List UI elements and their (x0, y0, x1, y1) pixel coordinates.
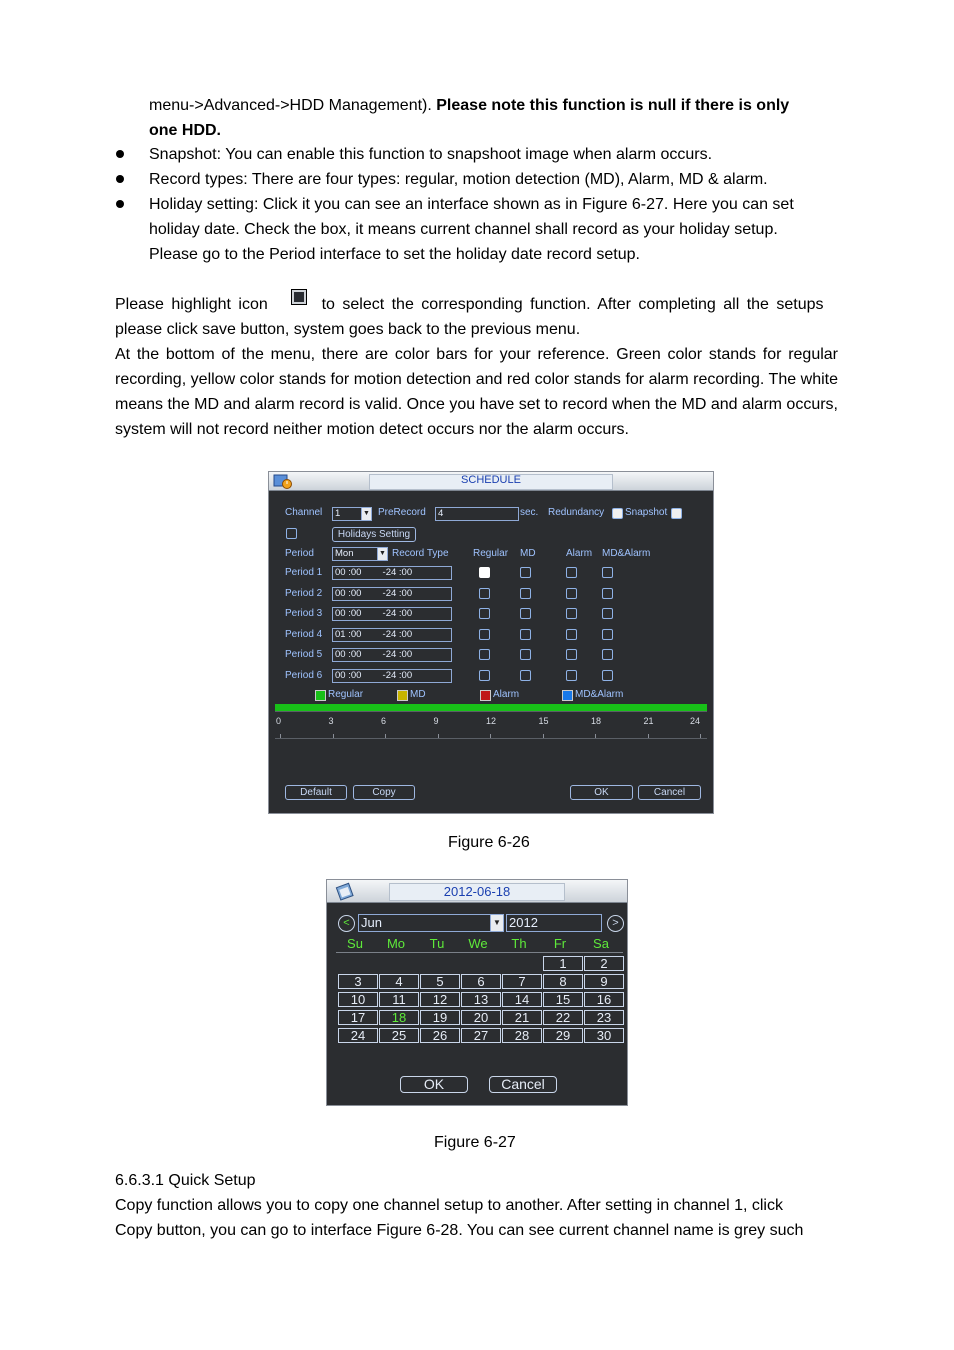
calendar-day-button[interactable]: 20 (461, 1010, 501, 1025)
md-alarm-column-label: MD&Alarm (602, 548, 651, 559)
figure-caption-6-26: Figure 6-26 (448, 834, 530, 851)
period-row-label: Period 1 (285, 567, 323, 578)
record-type-checkbox[interactable] (479, 649, 490, 660)
period-label: Period (285, 548, 314, 559)
holiday-checkbox[interactable] (286, 528, 297, 539)
calendar-day-button[interactable]: 23 (584, 1010, 624, 1025)
md-column-label: MD (520, 548, 536, 559)
record-type-checkbox[interactable] (566, 608, 577, 619)
record-type-checkbox[interactable] (602, 670, 613, 681)
section-heading: 6.6.3.1 Quick Setup (115, 1172, 256, 1189)
para-quick-setup-line-1: Copy function allows you to copy one channel setup to another. After setting in channel 1, click (115, 1197, 783, 1214)
timeline-axis (275, 738, 707, 739)
calendar-day-button[interactable]: 14 (502, 992, 542, 1007)
sec-label: sec. (520, 507, 539, 518)
period-time-input[interactable]: 00 :00 -24 :00 (332, 607, 452, 621)
dialog-title: SCHEDULE (461, 474, 521, 486)
chevron-down-icon: ▼ (361, 508, 371, 520)
record-type-checkbox[interactable] (566, 629, 577, 640)
bullet-icon (116, 175, 124, 183)
calendar-day-button[interactable]: 5 (420, 974, 460, 989)
calendar-day-button[interactable]: 19 (420, 1010, 460, 1025)
calendar-day-button[interactable]: 27 (461, 1028, 501, 1043)
calendar-day-button[interactable]: 26 (420, 1028, 460, 1043)
record-type-checkbox[interactable] (566, 649, 577, 660)
record-type-checkbox[interactable] (520, 588, 531, 599)
copy-button[interactable]: Copy (353, 785, 415, 800)
legend-label: MD (410, 689, 426, 700)
calendar-day-button[interactable]: 15 (543, 992, 583, 1007)
calendar-day-button[interactable]: 1 (543, 956, 583, 971)
redundancy-label: Redundancy (548, 507, 605, 518)
calendar-day-button[interactable]: 12 (420, 992, 460, 1007)
bullet-holiday-2: holiday date. Check the box, it means current channel shall record as your holiday setup. (149, 221, 778, 238)
default-button[interactable]: Default (285, 785, 347, 800)
calendar-day-button[interactable]: 16 (584, 992, 624, 1007)
channel-select[interactable]: 1 ▼ (332, 507, 372, 521)
timeline-tick-label: 3 (328, 716, 334, 726)
timeline-tick-label: 18 (591, 716, 602, 726)
calendar-day-button[interactable]: 4 (379, 974, 419, 989)
next-month-button[interactable] (607, 915, 624, 932)
calendar-day-button[interactable]: 11 (379, 992, 419, 1007)
intro-line-1: menu->Advanced->HDD Management). Please note this function is null if there is only (149, 97, 790, 114)
holiday-calendar-dialog (326, 879, 628, 1106)
record-type-checkbox[interactable] (479, 670, 490, 681)
legend-swatch (562, 690, 573, 701)
period-time-input[interactable]: 01 :00 -24 :00 (332, 628, 452, 642)
para-highlight-line-2: please click save button, system goes back to the previous menu. (115, 321, 581, 338)
schedule-dialog (268, 471, 714, 814)
legend-swatch (315, 690, 326, 701)
record-type-checkbox[interactable] (520, 670, 531, 681)
timeline-tick-label: 0 (276, 716, 282, 726)
weekday-label: Fr (553, 936, 567, 951)
legend-swatch (397, 690, 408, 701)
weekday-label: Th (511, 936, 527, 951)
ok-button[interactable]: OK (570, 785, 633, 800)
timeline-tick-label: 21 (643, 716, 654, 726)
record-type-checkbox[interactable] (602, 629, 613, 640)
record-type-checkbox[interactable] (479, 567, 490, 578)
bullet-holiday-1: Holiday setting: Click it you can see an interface shown as in Figure 6-27. Here you can set (149, 196, 794, 213)
weekday-label: Sa (593, 936, 609, 951)
intro-line-2: one HDD. (149, 122, 221, 139)
period-row-label: Period 2 (285, 587, 323, 599)
period-time-input[interactable]: 00 :00 -24 :00 (332, 648, 452, 662)
calendar-day-button[interactable]: 8 (543, 974, 583, 989)
alarm-column-label: Alarm (566, 548, 593, 559)
record-type-checkbox[interactable] (602, 608, 613, 619)
calendar-title-bar (327, 880, 627, 903)
para-quick-setup-line-2: Copy button, you can go to interface Figure 6-28. You can see current channel name is grey such (115, 1222, 804, 1239)
snapshot-checkbox[interactable] (671, 508, 682, 519)
prerecord-label: PreRecord (378, 507, 426, 518)
record-type-checkbox[interactable] (479, 608, 490, 619)
year-input[interactable]: 2012 (506, 914, 602, 932)
period-row-label: Period 3 (285, 608, 323, 619)
weekday-label: Mo (386, 936, 406, 951)
record-type-label: Record Type (392, 548, 449, 559)
calendar-day-button[interactable]: 21 (502, 1010, 542, 1025)
record-type-checkbox[interactable] (602, 649, 613, 660)
bullet-icon (116, 200, 124, 208)
weekday-label: Tu (429, 936, 445, 951)
bullet-icon (116, 150, 124, 158)
legend-label: Alarm (493, 689, 520, 700)
timeline-tick-label: 9 (433, 716, 439, 726)
chevron-down-icon: ▼ (490, 915, 503, 931)
calendar-day-button[interactable]: 17 (338, 1010, 378, 1025)
weekday-label: Su (347, 936, 363, 951)
bullet-holiday-3: Please go to the Period interface to set the holiday date record setup. (149, 246, 640, 263)
weekday-separator (336, 952, 623, 953)
bullet-snapshot: Snapshot: You can enable this function to snapshoot image when alarm occurs. (149, 146, 713, 163)
chevron-down-icon: ▼ (377, 548, 387, 560)
record-type-checkbox[interactable] (566, 588, 577, 599)
calendar-day-button[interactable]: 10 (338, 992, 378, 1007)
dialog-title-bar (269, 472, 713, 491)
period-time-input[interactable]: 00 :00 -24 :00 (332, 566, 452, 580)
timeline-line (275, 711, 707, 712)
calendar-day-button[interactable]: 3 (338, 974, 378, 989)
month-select[interactable]: Jun ▼ (358, 914, 504, 932)
regular-column-label: Regular (473, 548, 509, 559)
period-row-label: Period 4 (285, 628, 323, 640)
redundancy-checkbox[interactable] (612, 508, 623, 519)
calendar-day-button[interactable]: 29 (543, 1028, 583, 1043)
legend-label: MD&Alarm (575, 689, 624, 700)
calendar-title: 2012-06-18 (443, 884, 511, 899)
period-time-input[interactable]: 00 :00 -24 :00 (332, 669, 452, 683)
calendar-day-button[interactable]: 6 (461, 974, 501, 989)
record-type-checkbox[interactable] (479, 629, 490, 640)
weekday-label: We (468, 936, 488, 951)
chevron-right-icon: > (612, 917, 619, 929)
timeline-tick-label: 6 (381, 716, 387, 726)
period-time-input[interactable]: 00 :00 -24 :00 (332, 587, 452, 601)
calendar-day-button[interactable]: 13 (461, 992, 501, 1007)
timeline-tick-label: 24 (690, 716, 701, 726)
period-row-label: Period 6 (285, 669, 323, 681)
highlight-icon (291, 289, 307, 305)
calendar-day-button[interactable]: 7 (502, 974, 542, 989)
prev-month-button[interactable] (338, 915, 355, 932)
day-select[interactable]: Mon ▼ (332, 547, 388, 561)
legend-swatch (480, 690, 491, 701)
calendar-day-button[interactable]: 9 (584, 974, 624, 989)
record-type-checkbox[interactable] (602, 567, 613, 578)
calendar-day-button[interactable]: 18 (379, 1010, 419, 1025)
figure-caption-6-27: Figure 6-27 (434, 1134, 516, 1151)
cancel-button[interactable]: Cancel (638, 785, 701, 800)
calendar-day-button[interactable]: 2 (584, 956, 624, 971)
chevron-left-icon: < (343, 917, 350, 929)
channel-label: Channel (285, 507, 323, 518)
prerecord-input[interactable]: 4 (435, 507, 519, 521)
period-row-label: Period 5 (285, 649, 323, 660)
calendar-day-button[interactable]: 30 (584, 1028, 624, 1043)
calendar-cancel-button[interactable]: Cancel (489, 1076, 557, 1093)
timeline-tick-label: 12 (486, 716, 497, 726)
record-type-checkbox[interactable] (566, 670, 577, 681)
para-color-bars: At the bottom of the menu, there are color bars for your reference. Green color stands for regular recording, yellow color stands for motion detection and red color stands for alarm recording. The white means the MD and alarm record is valid. Once you have set to record when the MD and alarm occurs, system will not record neither motion detect occurs nor the alarm occurs. (115, 346, 838, 438)
snapshot-label: Snapshot (625, 507, 668, 518)
record-type-checkbox[interactable] (602, 588, 613, 599)
calendar-day-button[interactable]: 22 (543, 1010, 583, 1025)
record-type-checkbox[interactable] (566, 567, 577, 578)
calendar-day-button[interactable]: 25 (379, 1028, 419, 1043)
record-type-checkbox[interactable] (479, 588, 490, 599)
record-type-checkbox[interactable] (520, 629, 531, 640)
calendar-day-button[interactable]: 24 (338, 1028, 378, 1043)
record-type-checkbox[interactable] (520, 649, 531, 660)
bullet-record-types: Record types: There are four types: regular, motion detection (MD), Alarm, MD & alarm. (149, 171, 768, 188)
calendar-day-button[interactable]: 28 (502, 1028, 542, 1043)
calendar-ok-button[interactable]: OK (400, 1076, 468, 1093)
record-type-checkbox[interactable] (520, 567, 531, 578)
timeline-tick-label: 15 (538, 716, 549, 726)
timeline-bar (275, 704, 707, 711)
holidays-setting-button[interactable]: Holidays Setting (332, 527, 416, 542)
para-highlight-line-1: Please highlight icon to select the corresponding function. After completing all the setups (115, 294, 866, 315)
record-type-checkbox[interactable] (520, 608, 531, 619)
legend-label: Regular (328, 689, 364, 700)
